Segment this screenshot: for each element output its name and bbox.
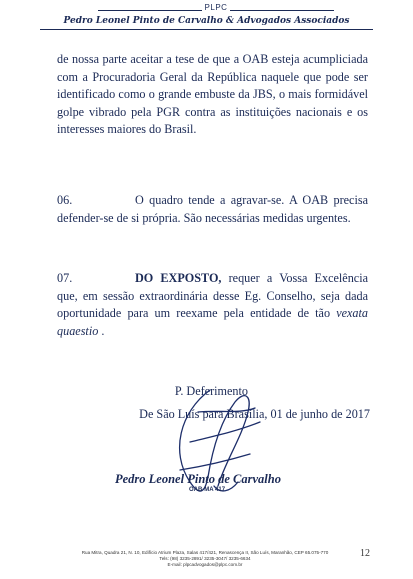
signatory-name: Pedro Leonel Pinto de Carvalho <box>115 472 281 486</box>
paragraph-end: . <box>98 323 105 338</box>
page-number: 12 <box>360 548 370 559</box>
paragraph-number: 07. <box>57 271 73 285</box>
heading-do-exposto: DO EXPOSTO, <box>135 271 222 285</box>
paragraph-text: requer a Vossa Excelência que, em sessão extraordinária desse Eg. Conselho, seja dada oportunidade para um reexame pela entidade de tão <box>57 271 368 321</box>
place-and-date: De São Luís para Brasília, 01 de junho de 2017 <box>139 407 370 421</box>
footer-phone-line: Tels: (98) 3235-2891/ 3235-3047/ 3235-6634 <box>159 555 251 561</box>
paragraph-continued <box>57 51 368 139</box>
footer-address-line: Rua Mitra, Quadra 21, N. 10, Edifício Atrium Plaza, Salas 417/421, Renascença II, São Luís, Maranhão, CEP 65.075-770 <box>81 550 329 555</box>
firm-name: Pedro Leonel Pinto de Carvalho & Advogados Associados <box>63 16 350 26</box>
footer-email-line: E-mail: plpcadvogados@plpc.com.br <box>167 561 243 567</box>
oab-registration: OAB-MA 417 <box>188 487 226 493</box>
footer-address <box>60 550 350 567</box>
paragraph-text: O quadro tende a agravar-se. A OAB precisa defender-se de si própria. São necessárias medidas urgentes. <box>57 193 368 225</box>
firm-logo: PLPC <box>204 3 228 12</box>
header-rule-left <box>98 10 202 11</box>
latin-phrase: vexata quaestio <box>57 306 368 338</box>
paragraph-text: de nossa parte aceitar a tese de que a OAB esteja acumpliciada com a Procuradoria Geral da República naquele que pode ser identificado como o grande embuste da JBS, o mais formidável golpe vibrado pela PGR contra as instituições nacionais e os interesses maiores do Brasil. <box>57 52 368 137</box>
paragraph-number: 06. <box>57 193 73 207</box>
paragraph-06 <box>57 192 368 227</box>
header-rule-bottom <box>40 29 373 30</box>
paragraph-07 <box>57 270 368 340</box>
p-deferimento: P. Deferimento <box>174 384 248 398</box>
header-rule-right <box>230 10 334 11</box>
